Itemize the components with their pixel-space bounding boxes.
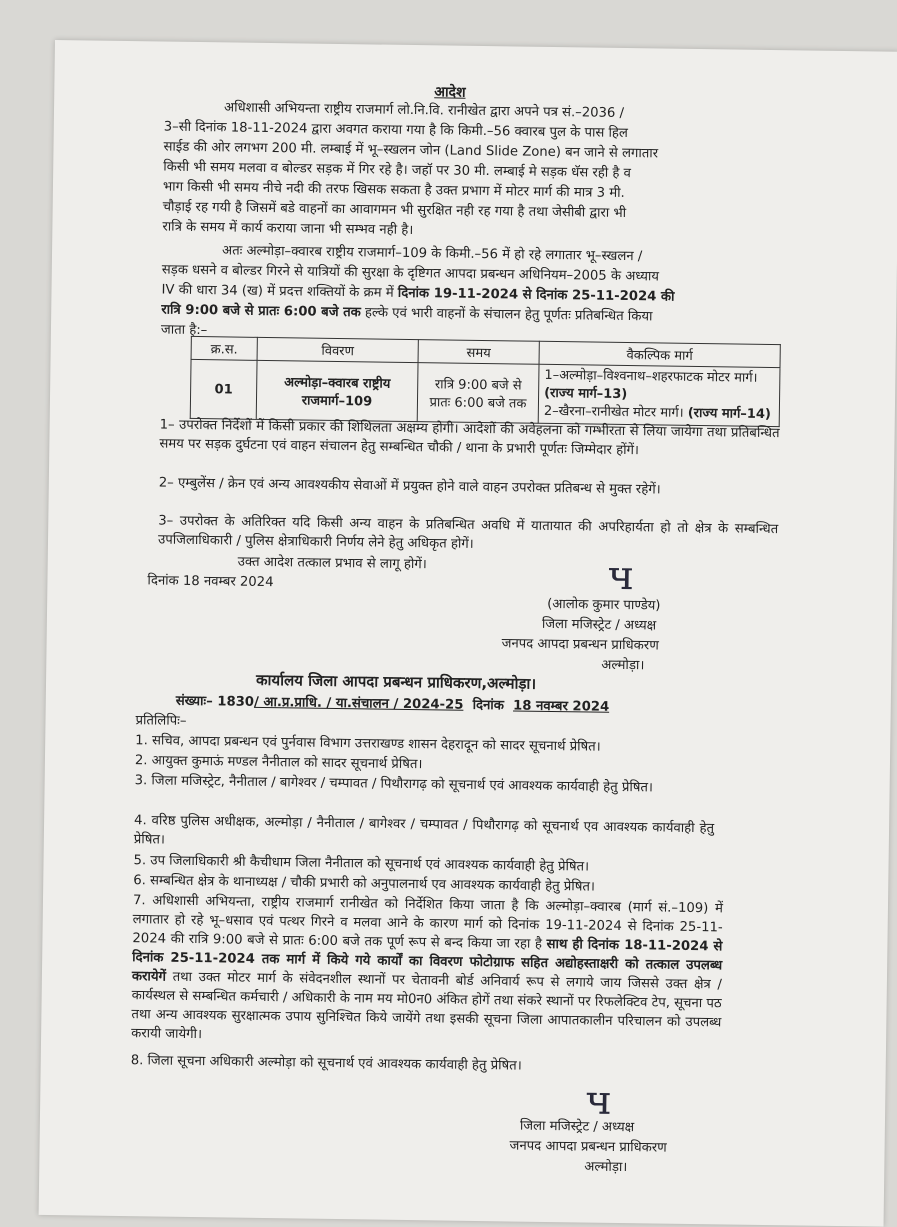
table-header: समय	[418, 340, 539, 365]
order-point-3: 3– उपरोक्त के अतिरिक्त यदि किसी अन्य वाहन के प्रतिबन्धित अवधि में यातायात की अपरिहार्यता हो तो क्षेत्र के सम्बन्धित उपजिलाधिकारी / पुलिस क्षेत्राधिकारी निर्णय लेने हेतु अधिकृत होगें।	[157, 513, 779, 552]
para1-line7: रात्रि के समय में कार्य कराया जाना भी सम्भव नही है।	[162, 219, 414, 239]
copy-label: प्रतिलिपिः–	[135, 713, 187, 729]
table-cell-detail: अल्मोड़ा–क्वारब राष्ट्रीय राजमार्ग–109	[256, 360, 418, 421]
para2-line5: जाता है:–	[160, 322, 208, 339]
para1-line3: साईड की ओर लगभग 200 मी. लम्बाई में भू–स्खलन जोन (Land Slide Zone) बन जाने से लगातार	[163, 139, 659, 162]
list-item-8: 8. जिला सूचना अधिकारी अल्मोड़ा को सूचनार्थ एवं आवश्यक कार्यवाही हेतु प्रेषित।	[130, 1053, 522, 1074]
signature-mark: ч	[584, 1077, 613, 1124]
office-heading: कार्यालय जिला आपदा प्रबन्धन प्राधिकरण,अल्मोड़ा।	[255, 670, 537, 693]
list-item: 6. सम्बन्धित क्षेत्र के थानाध्यक्ष / चौकी प्रभारी को अनुपालनार्थ एव आवश्यक कार्यवाही हेतु प्रेषित।	[133, 873, 596, 895]
effect-note: उक्त आदेश तत्काल प्रभाव से लागू होगें।	[237, 554, 427, 573]
para2-line4: रात्रि 9:00 बजे से प्रातः 6:00 बजे तक हल्के एवं भारी वाहनों के संचालन हेतु पूर्णतः प्रतिबन्धित किया	[161, 302, 653, 325]
list-item: 2. आयुक्त कुमाऊं मण्डल नैनीताल को सादर सूचनार्थ प्रेषित।	[134, 753, 423, 773]
office-signatory-title: जिला मजिस्ट्रेट / अध्यक्ष	[519, 1118, 635, 1136]
para2-line2: सड़क धसने व बोल्डर गिरने से यात्रियों की सुरक्षा के दृष्टिगत आपदा प्रबन्धन अधिनियम–2005 के अध्याय	[161, 262, 660, 285]
para1-line4: किसी भी समय मलवा व बोल्डर सड़क में गिर रहे है। जहॉ पर 30 मी. लम्बाई मे सड़क धॅस रही है व	[163, 159, 632, 182]
office-signatory-place: अल्मोड़ा।	[584, 1159, 628, 1176]
order-point-2: 2– एम्बुलेंस / क्रेन एवं अन्य आवश्यकीय सेवाओं में प्रयुक्त होने वाले वाहन उपरोक्त प्रतिबन्ध से मुक्त रहेगें।	[158, 475, 661, 498]
signatory-place: अल्मोड़ा।	[601, 657, 645, 674]
list-item: 4. वरिष्ठ पुलिस अधीक्षक, अल्मोड़ा / नैनीताल / बागेश्वर / चम्पावत / पिथौरागढ़ को सूचनार्थ एव आवश्यक कार्यवाही हेतु प्रेषित।	[133, 813, 715, 848]
para2-line1: अतः अल्मोड़ा–क्वारब राष्ट्रीय राजमार्ग–109 के किमी.–56 में हो रहे लगातार भू–स्खलन /	[221, 243, 643, 265]
table-header: वैकल्पिक मार्ग	[539, 341, 780, 367]
signatory-title: जिला मजिस्ट्रेट / अध्यक्ष	[541, 616, 657, 634]
restriction-table	[190, 336, 781, 427]
ban-dates: दिनांक 19-11-2024 से दिनांक 25-11-2024 की	[397, 285, 675, 305]
order-point-1: 1– उपरोक्त निर्देशों में किसी प्रकार की शिथिलता अक्षम्य होगी। आदेशों की अवेहलना को गम्भीरता से लिया जायेगा तथा प्रतिबन्धित समय पर सड़क दुर्घटना एवं वाहन संचालन हेतु सम्बन्धित चौकी / थाना के प्रभारी पूर्णतः जिम्मेदार होंगें।	[159, 417, 780, 459]
para1-line6: चौड़ाई रह गयी है जिसमें बडे वाहनों का आवागमन भी सुरक्षित नही रह गया है तथा जेसीबी द्वारा भी	[162, 199, 627, 221]
office-signatory-authority: जनपद आपदा प्रबन्धन प्राधिकरण	[509, 1138, 667, 1156]
document-page	[39, 40, 897, 1227]
table-header: विवरण	[257, 337, 418, 362]
order-date: दिनांक 18 नवम्बर 2024	[147, 573, 274, 591]
signature-mark: ч	[607, 552, 635, 600]
para1-line1: अधिशासी अभियन्ता राष्ट्रीय राजमार्ग लो.नि.वि. रानीखेत द्वारा अपने पत्र सं.–2036 /	[223, 100, 625, 121]
reference-line: संख्याः– 1830/ आ.प्र.प्राधि. / या.संचालन / 2024-25 दिनांक 18 नवम्बर 2024	[175, 693, 610, 715]
table-cell-alternate-routes: 1–अल्मोड़ा–विश्वनाथ–शहरफाटक मोटर मार्ग। (राज्य मार्ग–13) 2–खैरना–रानीखेत मोटर मार्ग। (राज्य मार्ग–14)	[538, 364, 780, 426]
order-title: आदेश	[434, 84, 466, 101]
para1-line2: 3–सी दिनांक 18-11-2024 द्वारा अवगत कराया गया है कि किमी.–56 क्वारब पुल के पास हिल	[163, 119, 628, 142]
ban-hours: रात्रि 9:00 बजे से प्रातः 6:00 बजे तक	[161, 302, 361, 321]
list-item: 3. जिला मजिस्ट्रेट, नैनीताल / बागेश्वर / चम्पावत / पिथौरागढ़ को सूचनार्थ एवं आवश्यक कार्यवाही हेतु प्रेषित।	[134, 773, 654, 796]
list-item: 5. उप जिलाधिकारी श्री कैचीधाम जिला नैनीताल को सूचनार्थ एवं आवश्यक कार्यवाही हेतु प्रेषित।	[133, 853, 590, 875]
para2-line3: IV की धारा 34 (ख) में प्रदत्त शक्तियों के क्रम में दिनांक 19-11-2024 से दिनांक 25-11-2024 की	[161, 282, 675, 305]
signatory-authority: जनपद आपदा प्रबन्धन प्राधिकरण	[501, 636, 659, 654]
list-item-7: 7. अधिशासी अभियन्ता, राष्ट्रीय राजमार्ग रानीखेत को निर्देशित किया जाता है कि अल्मोड़ा–क्वारब (मार्ग सं.–109) में लगातार हो रहे भू–धसाव एवं पत्थर गिरने व मलवा आने के कारण मार्ग को दिनांक 19-11-2024 से दिनांक 25-11-2024 की रात्रि 9:00 बजे से प्रातः 6:00 बजे तक पूर्ण रूप से बन्द किया जा रहा है साथ ही दिनांक 18-11-2024 से दिनांक 25-11-2024 तक मार्ग में किये गये कार्यों का विवरण फोटोग्राफ सहित अद्योहस्ताक्षरी को तत्काल उपलब्ध करायेगें तथा उक्त मोटर मार्ग के संवेदनशील स्थानों पर चेतावनी बोर्ड अनिवार्य रूप से लगाये जाय जिससे उक्त क्षेत्र / कार्यस्थल से सम्बन्धित कर्मचारी / अधिकारी के नाम मय मो0न0 अंकित होगें तथा संकरे स्थानों पर रिफलेक्टिव टेप, सूचना पठ तथा अन्य आवश्यक सुरक्षात्मक उपाय सुनिश्चित किये जायेंगे तथा इसकी सूचना जिला आपातकालीन परिचालन को उपलब्ध करायी जायेगी।	[131, 893, 724, 1043]
table-cell-time: रात्रि 9:00 बजे से प्रातः 6:00 बजे तक	[417, 363, 539, 424]
signatory-name: (आलोक कुमार पाण्डेय)	[547, 596, 661, 614]
list-item: 1. सचिव, आपदा प्रबन्धन एवं पुर्नवास विभाग उत्तराखण्ड शासन देहरादून को सादर सूचनार्थ प्रेषित।	[135, 733, 601, 755]
table-header: क्र.स.	[191, 336, 257, 360]
table-cell-sno: 01	[190, 359, 257, 419]
para1-line5: भाग किसी भी समय नीचे नदी की तरफ खिसक सकता है उक्त प्रभाग में मोटर मार्ग की मात्र 3 मी.	[162, 179, 625, 201]
